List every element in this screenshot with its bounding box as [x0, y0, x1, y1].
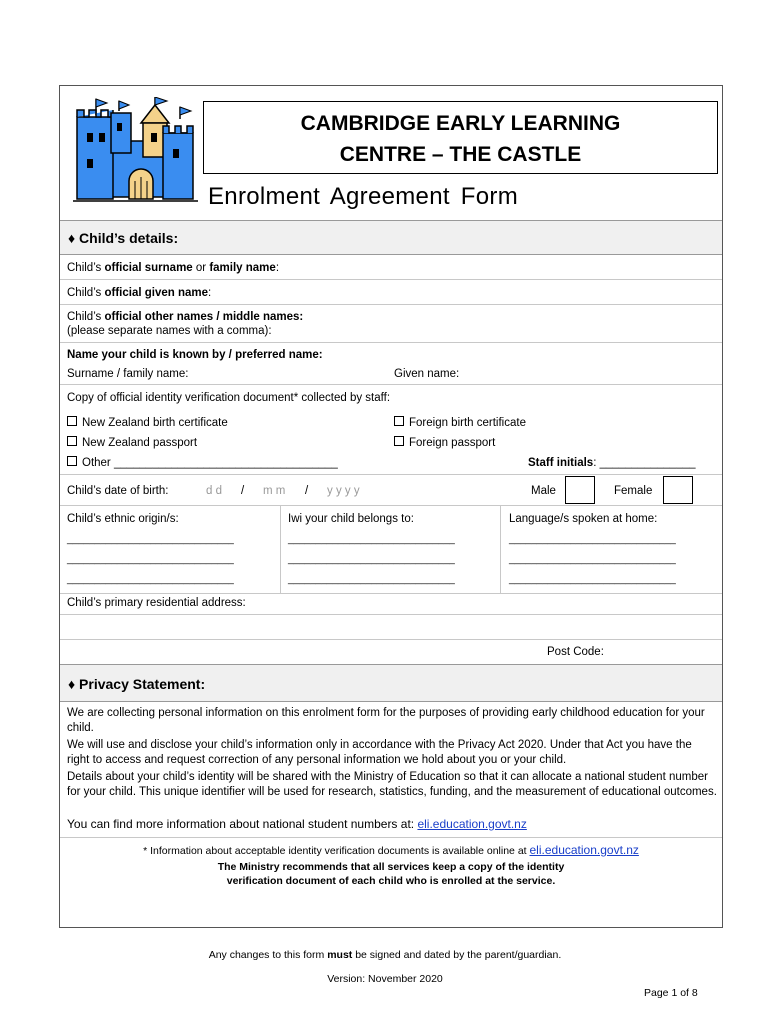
child-details-heading — [60, 220, 722, 255]
foreign-passport-option[interactable]: Foreign passport — [394, 436, 495, 450]
dob-separator: / — [241, 485, 245, 497]
female-label: Female — [614, 485, 653, 497]
ethnic-line-3[interactable]: ______________________________ — [67, 574, 234, 585]
org-line-1: CAMBRIDGE EARLY LEARNING — [300, 112, 621, 135]
castle-logo — [73, 97, 198, 205]
divider — [60, 342, 722, 343]
form-title: Enrolment Agreement Form — [208, 183, 518, 210]
privacy-heading-text: Privacy Statement: — [79, 676, 206, 692]
checkbox-icon[interactable] — [394, 416, 404, 426]
dob-separator: / — [305, 485, 309, 497]
nsn-link[interactable]: eli.education.govt.nz — [417, 817, 527, 831]
given-name-field[interactable]: Child’s official given name: — [67, 287, 212, 299]
dob-year-input[interactable]: y y y y — [327, 485, 360, 497]
ethnic-origin-label: Child’s ethnic origin/s: — [67, 513, 179, 525]
changes-note: Any changes to this form must be signed and dated by the parent/guardian. — [208, 949, 562, 961]
ethnic-line-1[interactable]: ______________________________ — [67, 534, 234, 545]
ethnic-line-2[interactable]: ______________________________ — [67, 554, 234, 565]
version-label: Version: November 2020 — [327, 973, 443, 985]
iwi-line-3[interactable]: ______________________________ — [288, 574, 455, 585]
divider — [60, 304, 722, 305]
child-details-heading-text: Child’s details: — [79, 230, 179, 246]
diamond-icon: ♦ — [68, 230, 76, 246]
privacy-para-4: You can find more information about national student numbers at: eli.education.govt.nz — [67, 817, 527, 831]
dob-label: Child’s date of birth: — [67, 485, 169, 497]
divider — [60, 505, 722, 506]
language-label: Language/s spoken at home: — [509, 513, 658, 525]
column-divider — [500, 505, 501, 593]
other-names-note: (please separate names with a comma): — [67, 325, 272, 337]
known-given-field[interactable]: Given name: — [394, 368, 460, 380]
divider — [60, 593, 722, 594]
staff-initials-field[interactable]: Staff initials: _______________ — [528, 457, 696, 469]
other-option[interactable]: Other ___________________________________ — [67, 456, 338, 470]
iwi-line-1[interactable]: ______________________________ — [288, 534, 455, 545]
id-docs-link[interactable]: eli.education.govt.nz — [529, 843, 639, 857]
address-label: Child’s primary residential address: — [67, 597, 246, 609]
privacy-para-2: We will use and disclose your child’s information only in accordance with the Privacy Act 2020. Under that Act you have the right to access and request correction of any personal information we hold about you or your child. — [67, 739, 692, 766]
checkbox-icon[interactable] — [67, 456, 77, 466]
checkbox-icon[interactable] — [67, 436, 77, 446]
other-names-field[interactable]: Child’s official other names / middle names: — [67, 311, 304, 323]
surname-field[interactable]: Child’s official surname or family name: — [67, 262, 280, 274]
female-checkbox[interactable] — [663, 476, 693, 504]
foreign-birth-option[interactable]: Foreign birth certificate — [394, 416, 526, 430]
male-checkbox[interactable] — [565, 476, 595, 504]
privacy-para-1: We are collecting personal information on this enrolment form for the purposes of providing early childhood education for your child. — [67, 707, 705, 734]
divider — [60, 639, 722, 640]
language-line-1[interactable]: ______________________________ — [509, 534, 676, 545]
nz-passport-option[interactable]: New Zealand passport — [67, 436, 197, 450]
language-line-2[interactable]: ______________________________ — [509, 554, 676, 565]
nz-birth-option[interactable]: New Zealand birth certificate — [67, 416, 228, 430]
org-line-2: CENTRE – THE CASTLE — [339, 143, 582, 166]
column-divider — [280, 505, 281, 593]
male-label: Male — [531, 485, 556, 497]
diamond-icon: ♦ — [68, 676, 76, 692]
divider — [60, 384, 722, 385]
divider — [60, 614, 722, 615]
iwi-line-2[interactable]: ______________________________ — [288, 554, 455, 565]
dob-month-input[interactable]: m m — [263, 485, 286, 497]
divider — [60, 279, 722, 280]
id-doc-label: Copy of official identity verification document* collected by staff: — [67, 392, 391, 404]
dob-day-input[interactable]: d d — [206, 485, 222, 497]
postcode-field[interactable]: Post Code: — [547, 646, 604, 658]
page-number: Page 1 of 8 — [644, 987, 698, 999]
checkbox-icon[interactable] — [67, 416, 77, 426]
known-surname-field[interactable]: Surname / family name: — [67, 368, 189, 380]
known-as-label: Name your child is known by / preferred name: — [67, 349, 323, 361]
checkbox-icon[interactable] — [394, 436, 404, 446]
form-frame — [59, 85, 723, 928]
divider — [60, 837, 722, 838]
organisation-title — [203, 101, 718, 174]
iwi-label: Iwi your child belongs to: — [288, 513, 414, 525]
ministry-note-2: verification document of each child who is enrolled at the service. — [226, 875, 556, 887]
privacy-para-3: Details about your child’s identity will be shared with the Ministry of Education so that it can allocate a national student number for your child. This unique identifier will be used for research, statistics, funding, and the measurement of educational outcomes. — [67, 771, 717, 798]
divider — [60, 474, 722, 475]
language-line-3[interactable]: ______________________________ — [509, 574, 676, 585]
privacy-heading — [60, 664, 722, 702]
ministry-note-1: The Ministry recommends that all services keep a copy of the identity — [217, 861, 565, 873]
footnote: * Information about acceptable identity verification documents is available online at eli.education.govt.nz — [143, 843, 639, 857]
